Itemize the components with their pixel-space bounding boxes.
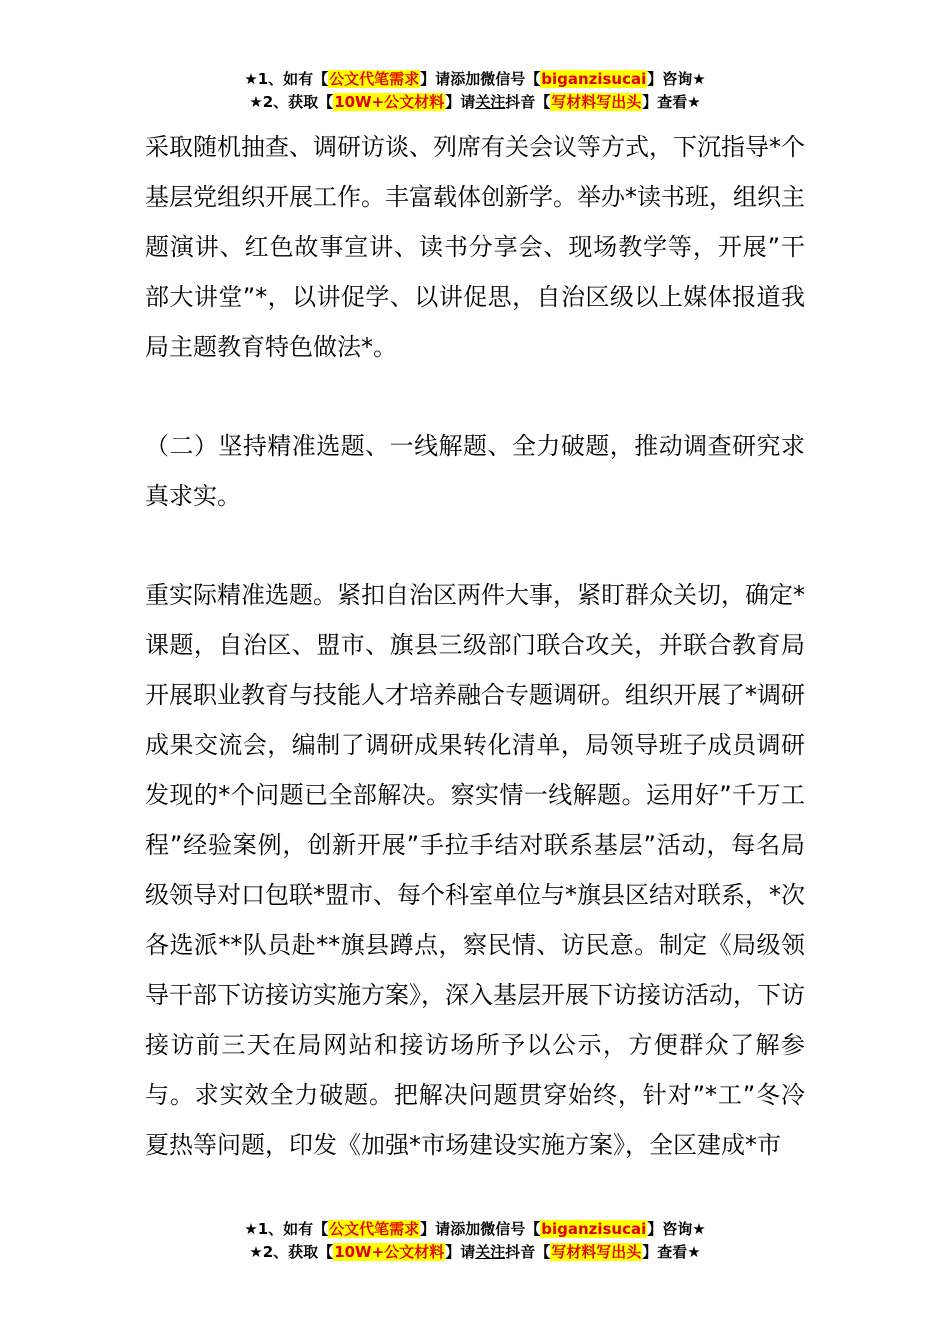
banner-text: 添加	[450, 70, 481, 88]
banner-line-2	[0, 91, 950, 114]
banner-line-2	[0, 1241, 950, 1264]
banner-text: 添加	[450, 1220, 481, 1238]
highlight-service: 公文代笔需求	[329, 1220, 420, 1238]
paragraph-2: 重实际精准选题。紧扣自治区两件大事，紧盯群众关切，确定*课题，自治区、盟市、旗县三级部门联合攻关，并联合教育局开展职业教育与技能人才培养融合专题调研。组织开展了*调研成果交流会，编制了调研成果转化清单，局领导班子成员调研发现的*个问题已全部解决。察实情一线解题。运用好”千万工程”经验案例，创新开展”手拉手结对联系基层”活动，每名局级领导对口包联*盟市、每个科室单位与*旗县区结对联系，*次各选派**队员赴**旗县蹲点，察民情、访民意。制定《局级领导干部下访接访实施方案》，深入基层开展下访接访活动，下访接访前三天在局网站和接访场所予以公示，方便群众了解参与。求实效全力破题。把解决问题贯穿始终，针对”*工”冬冷夏热等问题，印发《加强*市场建设实施方案》，全区建成*市	[145, 581, 805, 1159]
banner-text: 微信号【	[480, 70, 541, 88]
banner-text: 】查看★	[642, 93, 701, 111]
banner-line-1	[0, 68, 950, 91]
section-heading: （二）坚持精准选题、一线解题、全力破题，推动调查研究求真求实。	[145, 432, 805, 510]
banner-text: 】请	[445, 1243, 476, 1261]
highlight-service: 公文代笔需求	[329, 70, 420, 88]
banner-text: 微信号【	[480, 1220, 541, 1238]
highlight-materials: 10W+公文材料	[334, 1243, 445, 1261]
highlight-wechat-id: biganzisucai	[541, 1220, 647, 1238]
banner-text: 抖音【	[505, 1243, 551, 1261]
banner-text: 关注	[475, 93, 506, 111]
banner-text: ★2、获取【	[249, 1243, 334, 1261]
highlight-wechat-id: biganzisucai	[541, 70, 647, 88]
banner-text: 关注	[475, 1243, 506, 1261]
banner-text: 】请	[445, 93, 476, 111]
banner-text: ★1、如有【	[244, 70, 329, 88]
banner-text: 】咨询★	[647, 70, 706, 88]
banner-text: 抖音【	[505, 93, 551, 111]
banner-text: 】查看★	[642, 1243, 701, 1261]
header-banner	[0, 68, 950, 114]
highlight-douyin: 写材料写出头	[551, 93, 642, 111]
banner-text: 】请	[420, 70, 451, 88]
footer-banner	[0, 1218, 950, 1264]
banner-text: 】请	[420, 1220, 451, 1238]
banner-text: ★1、如有【	[244, 1220, 329, 1238]
banner-text: ★2、获取【	[249, 93, 334, 111]
highlight-materials: 10W+公文材料	[334, 93, 445, 111]
paragraph-1: 采取随机抽查、调研访谈、列席有关会议等方式，下沉指导*个基层党组织开展工作。丰富载体创新学。举办*读书班，组织主题演讲、红色故事宣讲、读书分享会、现场教学等，开展”干部大讲堂”*，以讲促学、以讲促思，自治区级以上媒体报道我局主题教育特色做法*。	[145, 133, 805, 361]
highlight-douyin: 写材料写出头	[551, 1243, 642, 1261]
banner-text: 】咨询★	[647, 1220, 706, 1238]
banner-line-1	[0, 1218, 950, 1241]
